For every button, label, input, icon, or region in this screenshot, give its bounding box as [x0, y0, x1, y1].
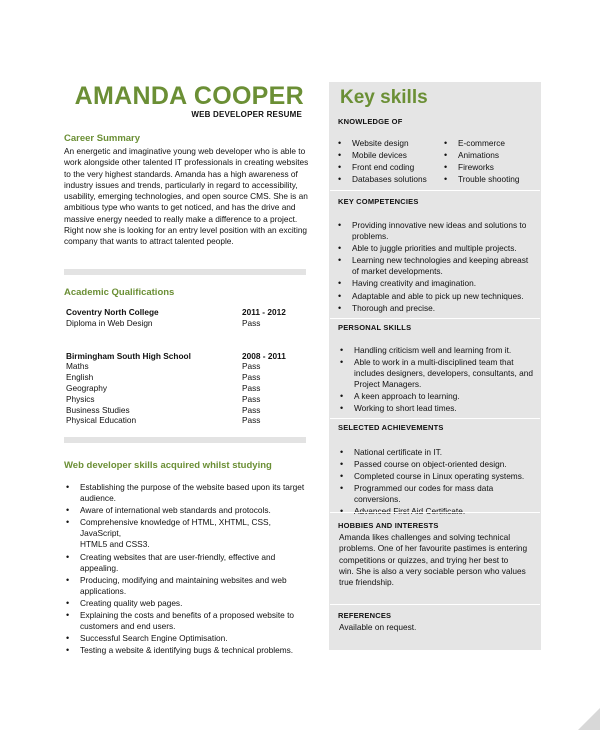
knowledge-heading: KNOWLEDGE OF — [338, 117, 403, 126]
list-item: • Comprehensive knowledge of HTML, XHTML, CSS, JavaScript, HTML5 and CSS3. — [64, 517, 314, 550]
summary-line: work alongside other talented IT professionals in creating websites — [64, 157, 309, 168]
subject-name: Diploma in Web Design — [66, 317, 153, 328]
subject-row — [66, 415, 306, 426]
list-item: • A keen approach to learning. — [338, 391, 538, 402]
hobbies-line: true friendship. — [339, 577, 394, 588]
summary-line: company that wants to attract talented people. — [64, 236, 234, 247]
key-skills-title: Key skills — [340, 87, 428, 108]
list-item: • Databases solutions — [336, 174, 436, 185]
subject-row — [66, 361, 306, 372]
list-item: • Handling criticism well and learning from it. — [338, 345, 538, 356]
section-divider — [64, 269, 306, 275]
hobbies-line: Amanda likes challenges and solving technical — [339, 532, 511, 542]
achievements-list — [338, 447, 538, 518]
summary-line: massive energy needed to really make a difference to a project. — [64, 213, 298, 224]
knowledge-list-col1 — [336, 138, 436, 185]
sidebar-divider — [330, 604, 540, 605]
school-name: Coventry North College — [66, 307, 159, 317]
list-item: • Passed course on object-oriented design. — [338, 459, 538, 470]
subject-name: Maths — [66, 361, 89, 372]
career-summary-text — [64, 146, 314, 248]
skills-acquired-list — [64, 482, 314, 656]
personal-skills-heading: PERSONAL SKILLS — [338, 323, 412, 332]
subject-result: Pass — [242, 404, 261, 415]
subject-result: Pass — [242, 317, 261, 328]
list-item: • Trouble shooting — [442, 174, 538, 185]
list-item: • Adaptable and able to pick up new techniques. — [336, 291, 536, 302]
list-item: • Creating quality web pages. — [64, 598, 314, 609]
list-item: • Aware of international web standards and protocols. — [64, 505, 314, 516]
competencies-heading: KEY COMPETENCIES — [338, 197, 419, 206]
summary-line: to the very highest standards. Amanda has a high awareness of — [64, 168, 298, 179]
subject-row — [66, 318, 306, 329]
list-item: • Successful Search Engine Optimisation. — [64, 633, 314, 644]
hobbies-line: competitions or quizzes, and trying her best to — [339, 554, 509, 565]
subject-result: Pass — [242, 372, 261, 383]
list-item: • Creating websites that are user-friendly, effective and appealing. — [64, 552, 314, 574]
list-item: • Able to juggle priorities and multiple projects. — [336, 243, 536, 254]
sidebar-divider — [330, 190, 540, 191]
academic-heading: Academic Qualifications — [64, 287, 175, 298]
summary-line: usability, emerging technologies, and open source CMS. She is an — [64, 191, 308, 202]
school-row — [66, 351, 306, 362]
list-item: • Website design — [336, 138, 436, 149]
list-item: • Establishing the purpose of the website based upon its target audience. — [64, 482, 314, 504]
list-item: • Completed course in Linux operating systems. — [338, 471, 538, 482]
subject-result: Pass — [242, 415, 261, 426]
subject-row — [66, 372, 306, 383]
subject-result: Pass — [242, 382, 261, 393]
skills-acquired-heading: Web developer skills acquired whilst studying — [64, 460, 272, 471]
list-item: • Fireworks — [442, 162, 538, 173]
summary-line: An energetic and imaginative young web developer who is able to — [64, 146, 306, 156]
subject-name: Business Studies — [66, 404, 130, 415]
personal-skills-list — [338, 345, 538, 415]
hobbies-text — [339, 532, 537, 588]
subject-name: Physical Education — [66, 415, 137, 426]
list-item: • Learning new technologies and keeping abreast of market developments. — [336, 255, 536, 277]
references-heading: REFERENCES — [338, 611, 392, 620]
list-item: • E-commerce — [442, 138, 538, 149]
subject-result: Pass — [242, 393, 261, 404]
list-item: • Working to short lead times. — [338, 403, 538, 414]
career-summary-heading: Career Summary — [64, 133, 141, 144]
subject-result: Pass — [242, 361, 261, 372]
list-item: • Testing a website & identifying bugs & technical problems. — [64, 645, 314, 656]
page-fold-corner — [578, 708, 600, 730]
section-divider — [64, 437, 306, 443]
subject-row — [66, 405, 306, 416]
knowledge-list-col2 — [442, 138, 538, 185]
school-years: 2008 - 2011 — [242, 350, 286, 361]
school-row — [66, 307, 306, 318]
school-name: Birmingham South High School — [66, 350, 191, 361]
subject-row — [66, 383, 306, 394]
list-item: • Having creativity and imagination. — [336, 278, 536, 289]
list-item: • Mobile devices — [336, 150, 436, 161]
summary-line: Right now she is looking for an entry level position with an exciting — [64, 225, 308, 236]
list-item: • Explaining the costs and benefits of a proposed website to customers and end users. — [64, 610, 314, 632]
sidebar-divider — [330, 512, 540, 513]
hobbies-heading: HOBBIES AND INTERESTS — [338, 521, 439, 530]
school-years: 2011 - 2012 — [242, 307, 286, 317]
list-item: • Producing, modifying and maintaining websites and web applications. — [64, 575, 314, 597]
subject-name: English — [66, 372, 94, 383]
sidebar-divider — [330, 418, 540, 419]
list-item: • Providing innovative new ideas and solutions to problems. — [336, 220, 536, 242]
summary-line: industry issues and trends, particularly in regard to accessibility, — [64, 179, 298, 190]
subject-name: Geography — [66, 382, 108, 393]
subject-name: Physics — [66, 393, 95, 404]
list-item: • Thorough and precise. — [336, 303, 536, 314]
list-item: • Animations — [442, 150, 538, 161]
candidate-name: AMANDA COOPER — [74, 82, 304, 110]
subject-row — [66, 394, 306, 405]
list-item: • Front end coding — [336, 162, 436, 173]
list-item: • National certificate in IT. — [338, 447, 538, 458]
hobbies-line: win. She is also a very sociable person who values — [339, 565, 526, 576]
academic-table — [66, 307, 306, 426]
list-item: • Programmed our codes for mass data conversions. — [338, 483, 538, 505]
summary-line: ambitious type who wants to get noticed, and has the drive and — [64, 202, 296, 213]
sidebar-divider — [330, 318, 540, 319]
competencies-list — [336, 220, 536, 314]
references-text: Available on request. — [339, 622, 417, 632]
resume-title: WEB DEVELOPER RESUME — [191, 110, 302, 119]
list-item: • Able to work in a multi-disciplined team that includes designers, developers, consultants, and Project Managers. — [338, 357, 538, 390]
achievements-heading: SELECTED ACHIEVEMENTS — [338, 423, 444, 432]
hobbies-line: problems. One of her favourite pastimes is entering — [339, 543, 528, 554]
